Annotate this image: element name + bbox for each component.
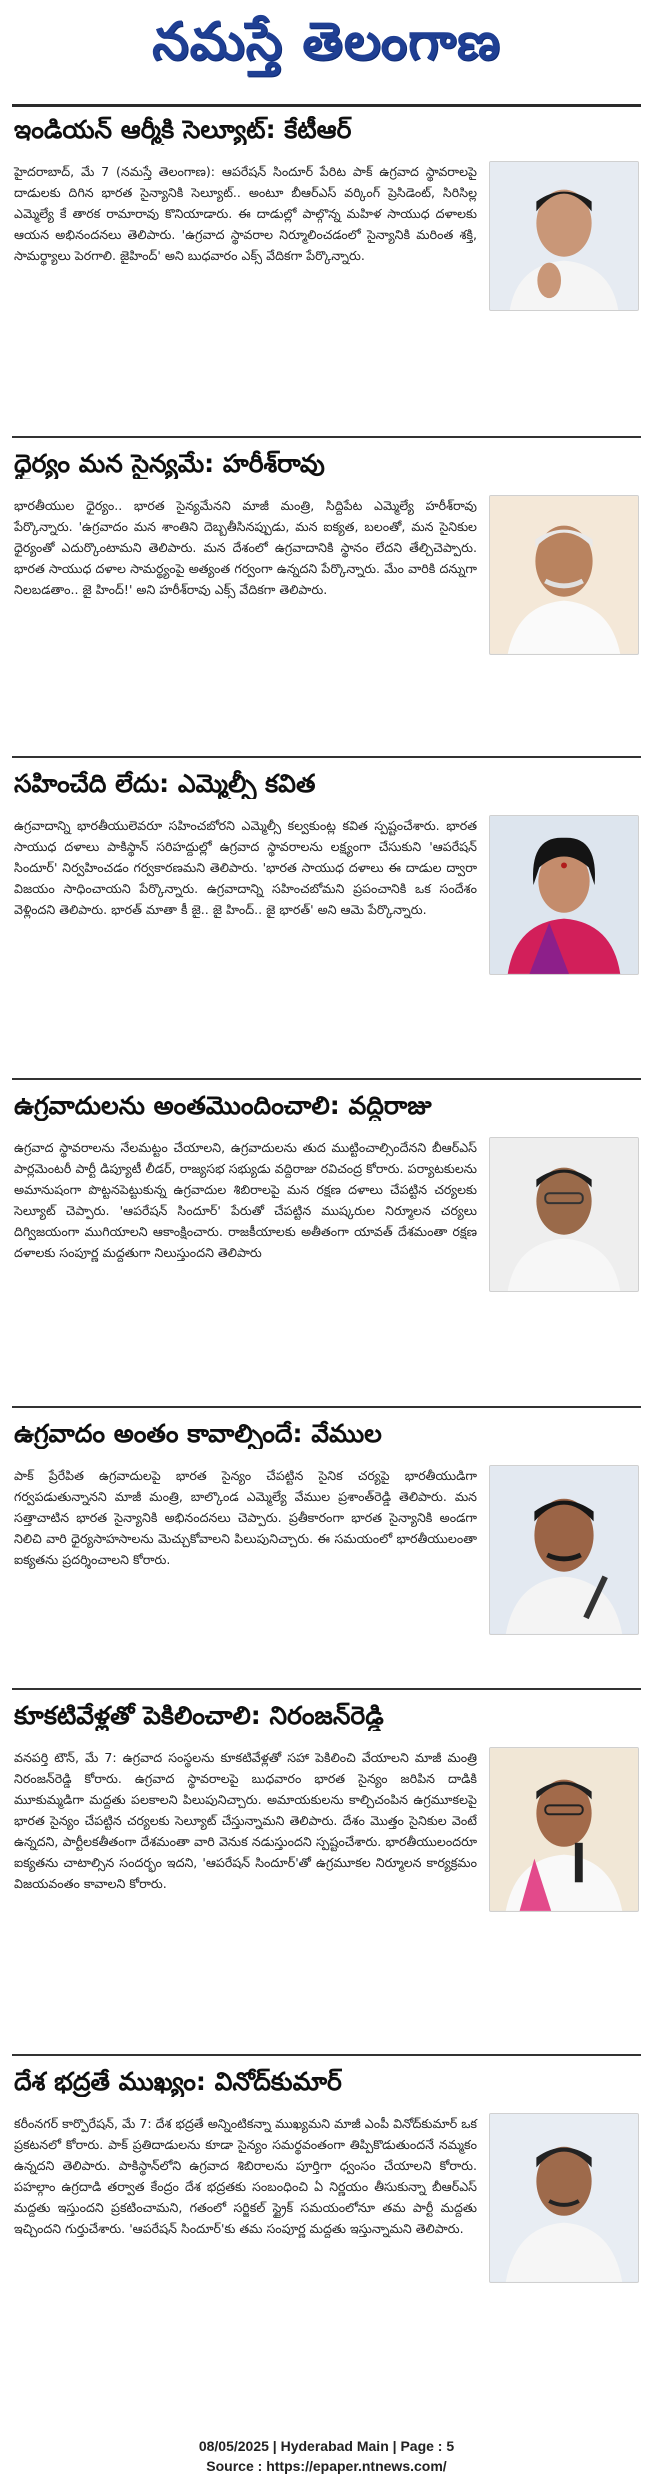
article-headline: ధైర్యం మన సైన్యమే: హరీశ్‌రావు <box>14 450 325 478</box>
footer-source: Source : https://epaper.ntnews.com/ <box>206 2458 447 2474</box>
masthead-divider <box>12 104 641 107</box>
article-divider <box>12 756 641 758</box>
article-divider <box>12 2054 641 2056</box>
article-body: వనపర్తి టౌన్, మే 7: ఉగ్రవాద సంస్థలను కూకటివేళ్లతో సహా పెకిలించి వేయాలని మాజీ మంత్రి నిరంజన్‌రెడ్డి కోరారు. ఉగ్రవాద స్థావరాలపై బుధవారం భారత సైన్యం జరిపిన దాడికి మూకుమ్మడిగా మద్దతు పలకాలని పిలుపునిచ్చారు. అమాయకులను కాల్చిచంపిన ఉగ్రమూకలపై భారత సైన్యం చేపట్టిన చర్యలకు సెల్యూట్ చేస్తున్నామని తెలిపారు. దేశం మొత్తం సైనికుల వెంటే ఉన్నదని, పార్టీలకతీతంగా దేశమంతా వారి వెనుక నడుస్తుందని స్పష్టంచేశారు. భారతీయులందరూ ఐక్యతను చాటాల్సిన సందర్భం ఇదని, 'ఆపరేషన్ సిందూర్'తో ఉగ్రమూకల నిర్మూలన కార్యక్రమం విజయవంతం కావాలని కోరారు. <box>14 1749 477 1891</box>
vaddiraju-photo <box>489 1137 639 1292</box>
article-body: భారతీయుల ధైర్యం.. భారత సైన్యమేనని మాజీ మంత్రి, సిద్దిపేట ఎమ్మెల్యే హరీశ్‌రావు పేర్కొన్నారు. 'ఉగ్రవాదం మన శాంతిని దెబ్బతీసినప్పుడు, మన ఐక్యత, బలంతో, మన సైనికుల ధైర్యంతో ఎదుర్కొంటామని తెలిపారు. మన దేశంలో ఉగ్రవాదానికి స్థానం లేదని తేల్చిచెప్పారు. భారత సాయుధ దళాల సామర్థ్యంపై అత్యంత గర్వంగా ఉన్నదని పేర్కొన్నారు. మేం వారికి దన్నుగా నిలబడతాం.. జై హింద్!' అని హరీశ్‌రావు ఎక్స్ వేదికగా తెలిపారు. <box>14 497 477 597</box>
article-headline: సహించేది లేదు: ఎమ్మెల్సీ కవిత <box>14 770 316 798</box>
person-portrait-icon <box>490 2114 638 2282</box>
masthead <box>0 0 653 96</box>
niranjan-photo <box>489 1747 639 1912</box>
article-niranjan <box>14 1702 639 1918</box>
article-vemula <box>14 1420 639 1641</box>
article-body: హైదరాబాద్, మే 7 (నమస్తే తెలంగాణ): ఆపరేషన్ సిందూర్ పేరిట పాక్ ఉగ్రవాద స్థావరాలపై దాడులకు దిగిన భారత సైన్యానికి సెల్యూట్.. అంటూ బీఆర్ఎస్ వర్కింగ్ ప్రెసిడెంట్, సిరిసిల్ల ఎమ్మెల్యే కే తారక రామారావు కొనియాడారు. ఈ దాడుల్లో పాల్గొన్న మహిళ సాయుధ దళాలకు ఆయన అభినందనలు తెలిపారు. 'ఉగ్రవాద స్థావరాల నిర్మూలించడంలో సైన్యానికి మరింత శక్తి, సామర్థ్యాలు పెరగాలి. జైహింద్' అని బుధవారం ఎక్స్ వేదికగా పేర్కొన్నారు. <box>14 163 477 263</box>
person-portrait-icon <box>490 162 638 310</box>
person-portrait-icon <box>490 1466 638 1634</box>
person-portrait-icon <box>490 816 638 974</box>
article-headline: కూకటివేళ్లతో పెకిలించాలి: నిరంజన్‌రెడ్డి <box>14 1702 384 1730</box>
article-headline: ఉగ్రవాదులను అంతమొందించాలి: వద్దిరాజు <box>14 1092 432 1120</box>
page-footer <box>0 2436 653 2476</box>
person-portrait-icon <box>490 1748 638 1911</box>
person-portrait-icon <box>490 496 638 654</box>
article-body: పాక్ ప్రేరేపిత ఉగ్రవాదులపై భారత సైన్యం చేపట్టిన సైనిక చర్యపై భారతీయుడిగా గర్వపడుతున్నానని మాజీ మంత్రి, బాల్కొండ ఎమ్మెల్యే వేముల ప్రశాంత్‌రెడ్డి తెలిపారు. మన సత్తాచాటిన భారత సైన్యానికి అభినందనలు చెప్పారు. ప్రతీకారంగా భారత సైన్యానికి అండగా నిలిచి వారి ధైర్యసాహసాలను మెచ్చుకోవాలని పిలుపునిచ్చారు. ఈ సమయంలో భారతీయులంతా ఐక్యతను ప్రదర్శించాలని కోరారు. <box>14 1467 477 1567</box>
article-divider <box>12 1078 641 1080</box>
vinod-photo <box>489 2113 639 2283</box>
harish-photo <box>489 495 639 655</box>
article-headline: ఇండియన్ ఆర్మీకి సెల్యూట్: కేటీఆర్ <box>14 116 352 144</box>
footer-date-edition: 08/05/2025 | Hyderabad Main | Page : 5 <box>198 2438 455 2454</box>
article-vaddiraju <box>14 1092 639 1298</box>
person-portrait-icon <box>490 1138 638 1291</box>
article-harish <box>14 450 639 661</box>
article-headline: ఉగ్రవాదం అంతం కావాల్సిందే: వేముల <box>14 1420 382 1448</box>
article-body: కరీంనగర్ కార్పొరేషన్, మే 7: దేశ భద్రతే అన్నింటికన్నా ముఖ్యమని మాజీ ఎంపీ వినోద్‌కుమార్ ఒక ప్రకటనలో కోరారు. పాక్ ప్రతిదాడులను కూడా సైన్యం సమర్థవంతంగా తిప్పికొడుతుందనే నమ్మకం ఉన్నదని తెలిపారు. పాకిస్థాన్‌లోని ఉగ్రవాద శిబిరాలను పూర్తిగా ధ్వంసం చేయాలని కోరారు. పహల్గాం ఉగ్రదాడి తర్వాత కేంద్రం దేశ భద్రతకు సంబంధించి ఏ నిర్ణయం తీసుకున్నా బీఆర్ఎస్ మద్దతు ఇస్తుందని ప్రకటించామని, గతంలో సర్జికల్ స్ట్రైక్ సమయంలోనూ తమ పార్టీ మద్దతు ఇచ్చిందని గుర్తుచేశారు. 'ఆపరేషన్ సిందూర్'కు తమ సంపూర్ణ మద్దతు ఇస్తున్నామని తెలిపారు. <box>14 2115 477 2236</box>
article-ktr <box>14 116 639 317</box>
masthead-title: నమస్తే తెలంగాణ <box>152 11 501 72</box>
article-body: ఉగ్రవాదాన్ని భారతీయులెవరూ సహించబోరని ఎమ్మెల్సీ కల్వకుంట్ల కవిత స్పష్టంచేశారు. భారత సాయుధ దళాలు పాకిస్థాన్ సరిహద్దుల్లో ఉగ్రవాద స్థావరాలను లక్ష్యంగా చేసుకుని 'ఆపరేషన్ సిందూర్' నిర్వహించడం గర్వకారణమని తెలిపారు. 'భారత సాయుధ దళాలు ఈ దాడుల ద్వారా విజయం సాధించాయని పేర్కొన్నారు. ఉగ్రవాదాన్ని సహించబోమని ప్రపంచానికి ఒక సందేశం వెళ్లిందని తెలిపారు. భారత్ మాతా కీ జై.. జై హింద్.. జై భారత్' అని ఆమె పేర్కొన్నారు. <box>14 817 477 917</box>
ktr-photo <box>489 161 639 311</box>
article-vinod <box>14 2068 639 2289</box>
kavitha-photo <box>489 815 639 975</box>
article-body: ఉగ్రవాద స్థావరాలను నేలమట్టం చేయాలని, ఉగ్రవాదులను తుద ముట్టించాల్సిందేనని బీఆర్ఎస్ పార్లమెంటరీ పార్టీ డిప్యూటీ లీడర్, రాజ్యసభ సభ్యుడు వద్దిరాజు రవిచంద్ర కోరారు. పర్యాటకులను అమానుషంగా పొట్టనపెట్టుకున్న ఉగ్రవాదుల శిబిరాలపై మన రక్షణ దళాలు చేపట్టిన చర్యలకు సెల్యూట్ చెప్పారు. 'ఆపరేషన్ సిందూర్' పేరుతో చేపట్టిన ముష్కరుల నిర్మూలన చర్యలు దిగ్విజయంగా ముగియాలని ఆకాంక్షించారు. రాజకీయాలకు అతీతంగా యావత్ దేశమంతా రక్షణ దళాలకు సంపూర్ణ మద్దతుగా నిలుస్తుందని తెలిపారు <box>14 1139 477 1260</box>
article-headline: దేశ భద్రతే ముఖ్యం: వినోద్‌కుమార్ <box>14 2068 342 2096</box>
article-divider <box>12 1688 641 1690</box>
vemula-photo <box>489 1465 639 1635</box>
article-divider <box>12 1406 641 1408</box>
article-divider <box>12 436 641 438</box>
article-kavitha <box>14 770 639 981</box>
